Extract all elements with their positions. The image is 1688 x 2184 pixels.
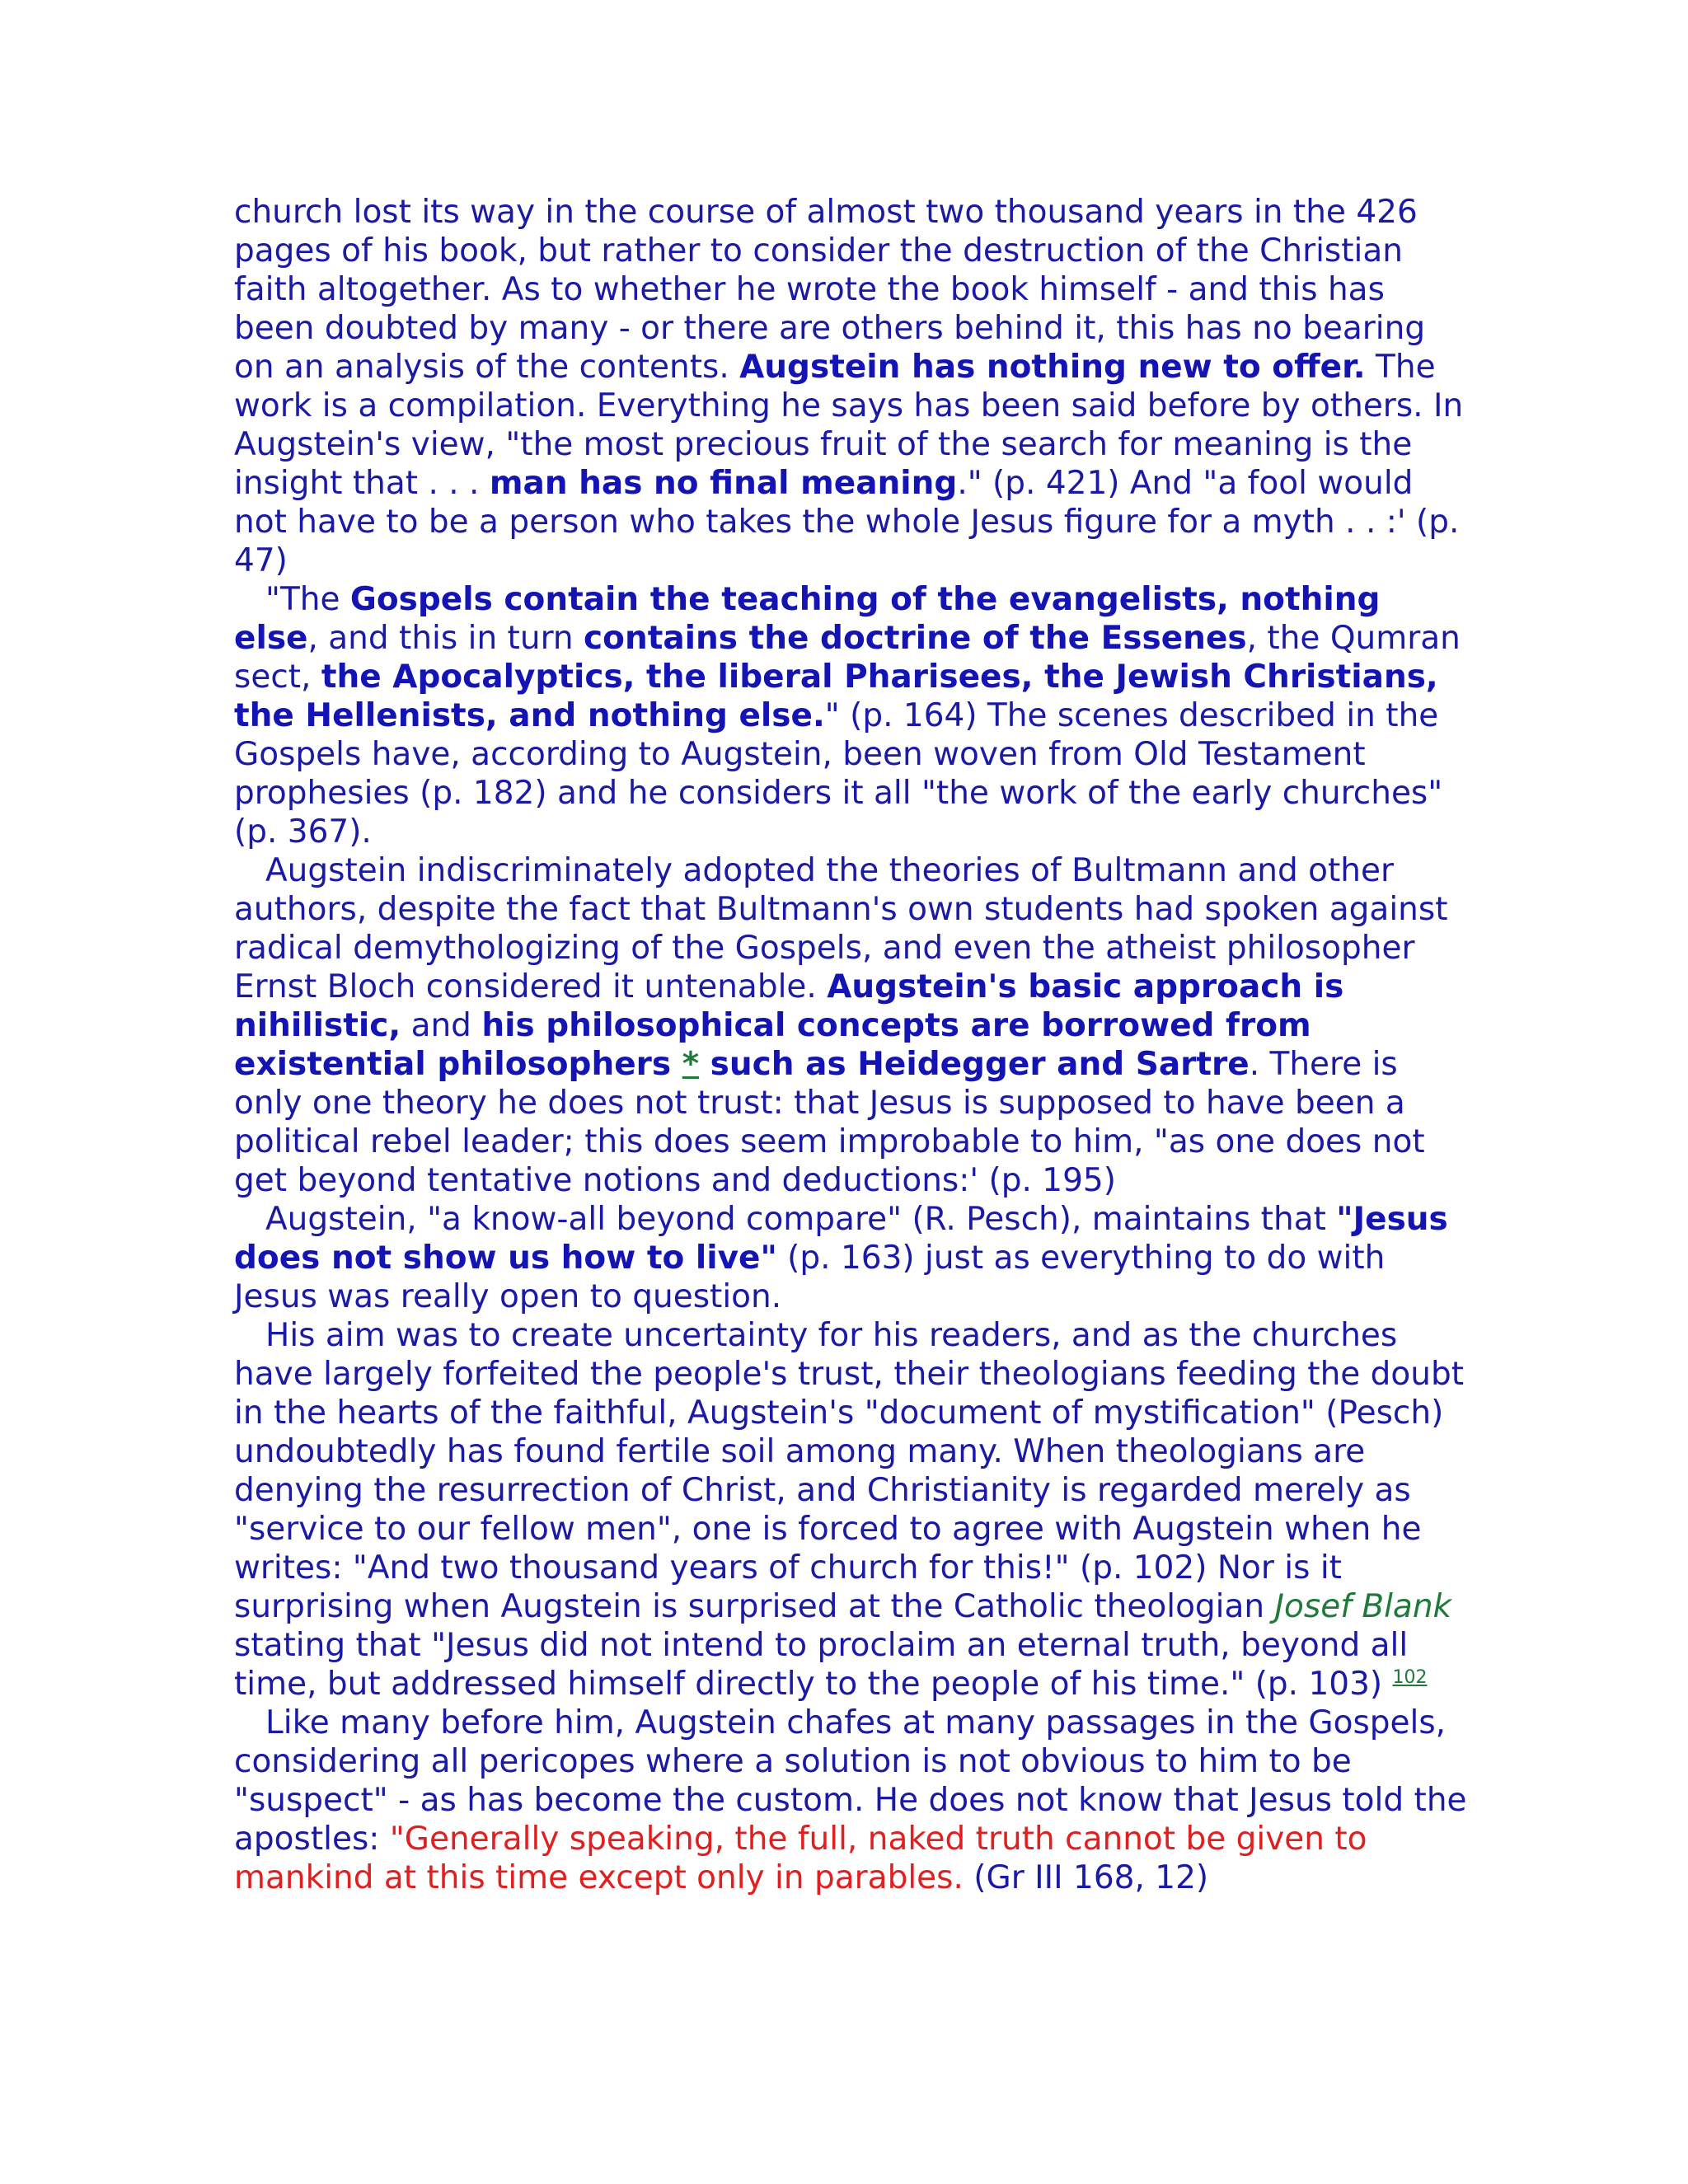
paragraph-2 [234,580,1470,851]
person-name-link: Josef Blank [1274,1588,1452,1625]
text-run: . There is only one theory he does not trust: that Jesus is supposed to have been a political rebel leader; this does seem improbable to him, "as one does not get beyond tentative notions and deductions:' (p. 195) [234,1046,1425,1199]
bold-text: Gospels contain the teaching of the evangelists, nothing else [234,581,1381,657]
paragraph-6 [234,1704,1470,1897]
text-run: (p. 163) just as everything to do with Jesus was really open to question. [234,1240,1386,1315]
text-run: " (p. 164) The scenes described in the Gospels have, according to Augstein, been woven from Old Testament prophesies (p. 182) and he considers it all "the work of the early churches" (p. 367). [234,697,1443,851]
text-run: ." (p. 421) And "a fool would not have to be a person who takes the whole Jesus figure for a myth . . :' (p. 47) [234,465,1460,579]
text-run: The work is a compilation. Everything he says has been said before by others. In Augstein's view, "the most precious fruit of the search for meaning is the insight that . . . [234,349,1464,502]
text-run: His aim was to create uncertainty for his readers, and as the churches have largely forfeited the people's trust, their theologians feeding the doubt in the hearts of the faithful, Augstein's "document of mystification" (Pesch) undoubtedly has found fertile soil among many. When theologians are denying the resurrection of Christ, and Christianity is regarded merely as "service to our fellow men", one is forced to agree with Augstein when he writes: "And two thousand years of church for this!" (p. 102) Nor is it surprising when Augstein is surprised at the Catholic theologian [234,1317,1465,1625]
text-run: , the Qumran sect, [234,620,1461,696]
footnote-link[interactable]: 102 [1392,1667,1428,1688]
text-run: (Gr III 168, 12) [963,1859,1209,1896]
quote-text: "Generally speaking, the full, naked truth cannot be given to mankind at this time except only in parables. [234,1821,1367,1896]
bold-text: contains the doctrine of the Essenes [584,620,1247,657]
paragraph-5 [234,1316,1470,1704]
bold-text: man has no final meaning [489,465,958,502]
bold-text: Augstein's basic approach is nihilistic, [234,968,1344,1044]
text-run: and [401,1007,482,1044]
text-run: church lost its way in the course of almost two thousand years in the 426 pages of his book, but rather to consider the destruction of the Christian faith altogether. As to whether he wrote the book himself - and this has been doubted by many - or there are others behind it, this has no bearing on an analysis of the contents. [234,194,1426,386]
paragraph-1 [234,193,1470,580]
document-body [234,193,1470,1897]
paragraph-4 [234,1200,1470,1316]
bold-text: "Jesus does not show us how to live" [234,1201,1448,1277]
text-run: , and this in turn [307,620,584,657]
asterisk-link[interactable]: * [682,1046,700,1083]
text-run: Augstein, "a know-all beyond compare" (R. Pesch), maintains that [265,1201,1337,1238]
text-run: "The [265,581,350,618]
bold-text: the Apocalyptics, the liberal Pharisees, the Jewish Christians, the Hellenists, and nothing else. [234,658,1438,734]
text-run: Like many before him, Augstein chafes at many passages in the Gospels, considering all pericopes where a solution is not obvious to him to be "suspect" - as has become the custom. He does not know that Jesus told the apostles: [234,1704,1467,1858]
text-run: Augstein indiscriminately adopted the theories of Bultmann and other authors, despite the fact that Bultmann's own students had spoken against radical demythologizing of the Gospels, and even the atheist philosopher Ernst Bloch considered it untenable. [234,852,1448,1005]
bold-text: his philosophical concepts are borrowed from existential philosophers [234,1007,1311,1083]
bold-text: such as Heidegger and Sartre [699,1046,1250,1083]
text-run: stating that "Jesus did not intend to proclaim an eternal truth, beyond all time, but addressed himself directly to the people of his time." (p. 103) [234,1627,1409,1703]
paragraph-3 [234,851,1470,1200]
bold-text: Augstein has nothing new to offer. [739,349,1366,386]
